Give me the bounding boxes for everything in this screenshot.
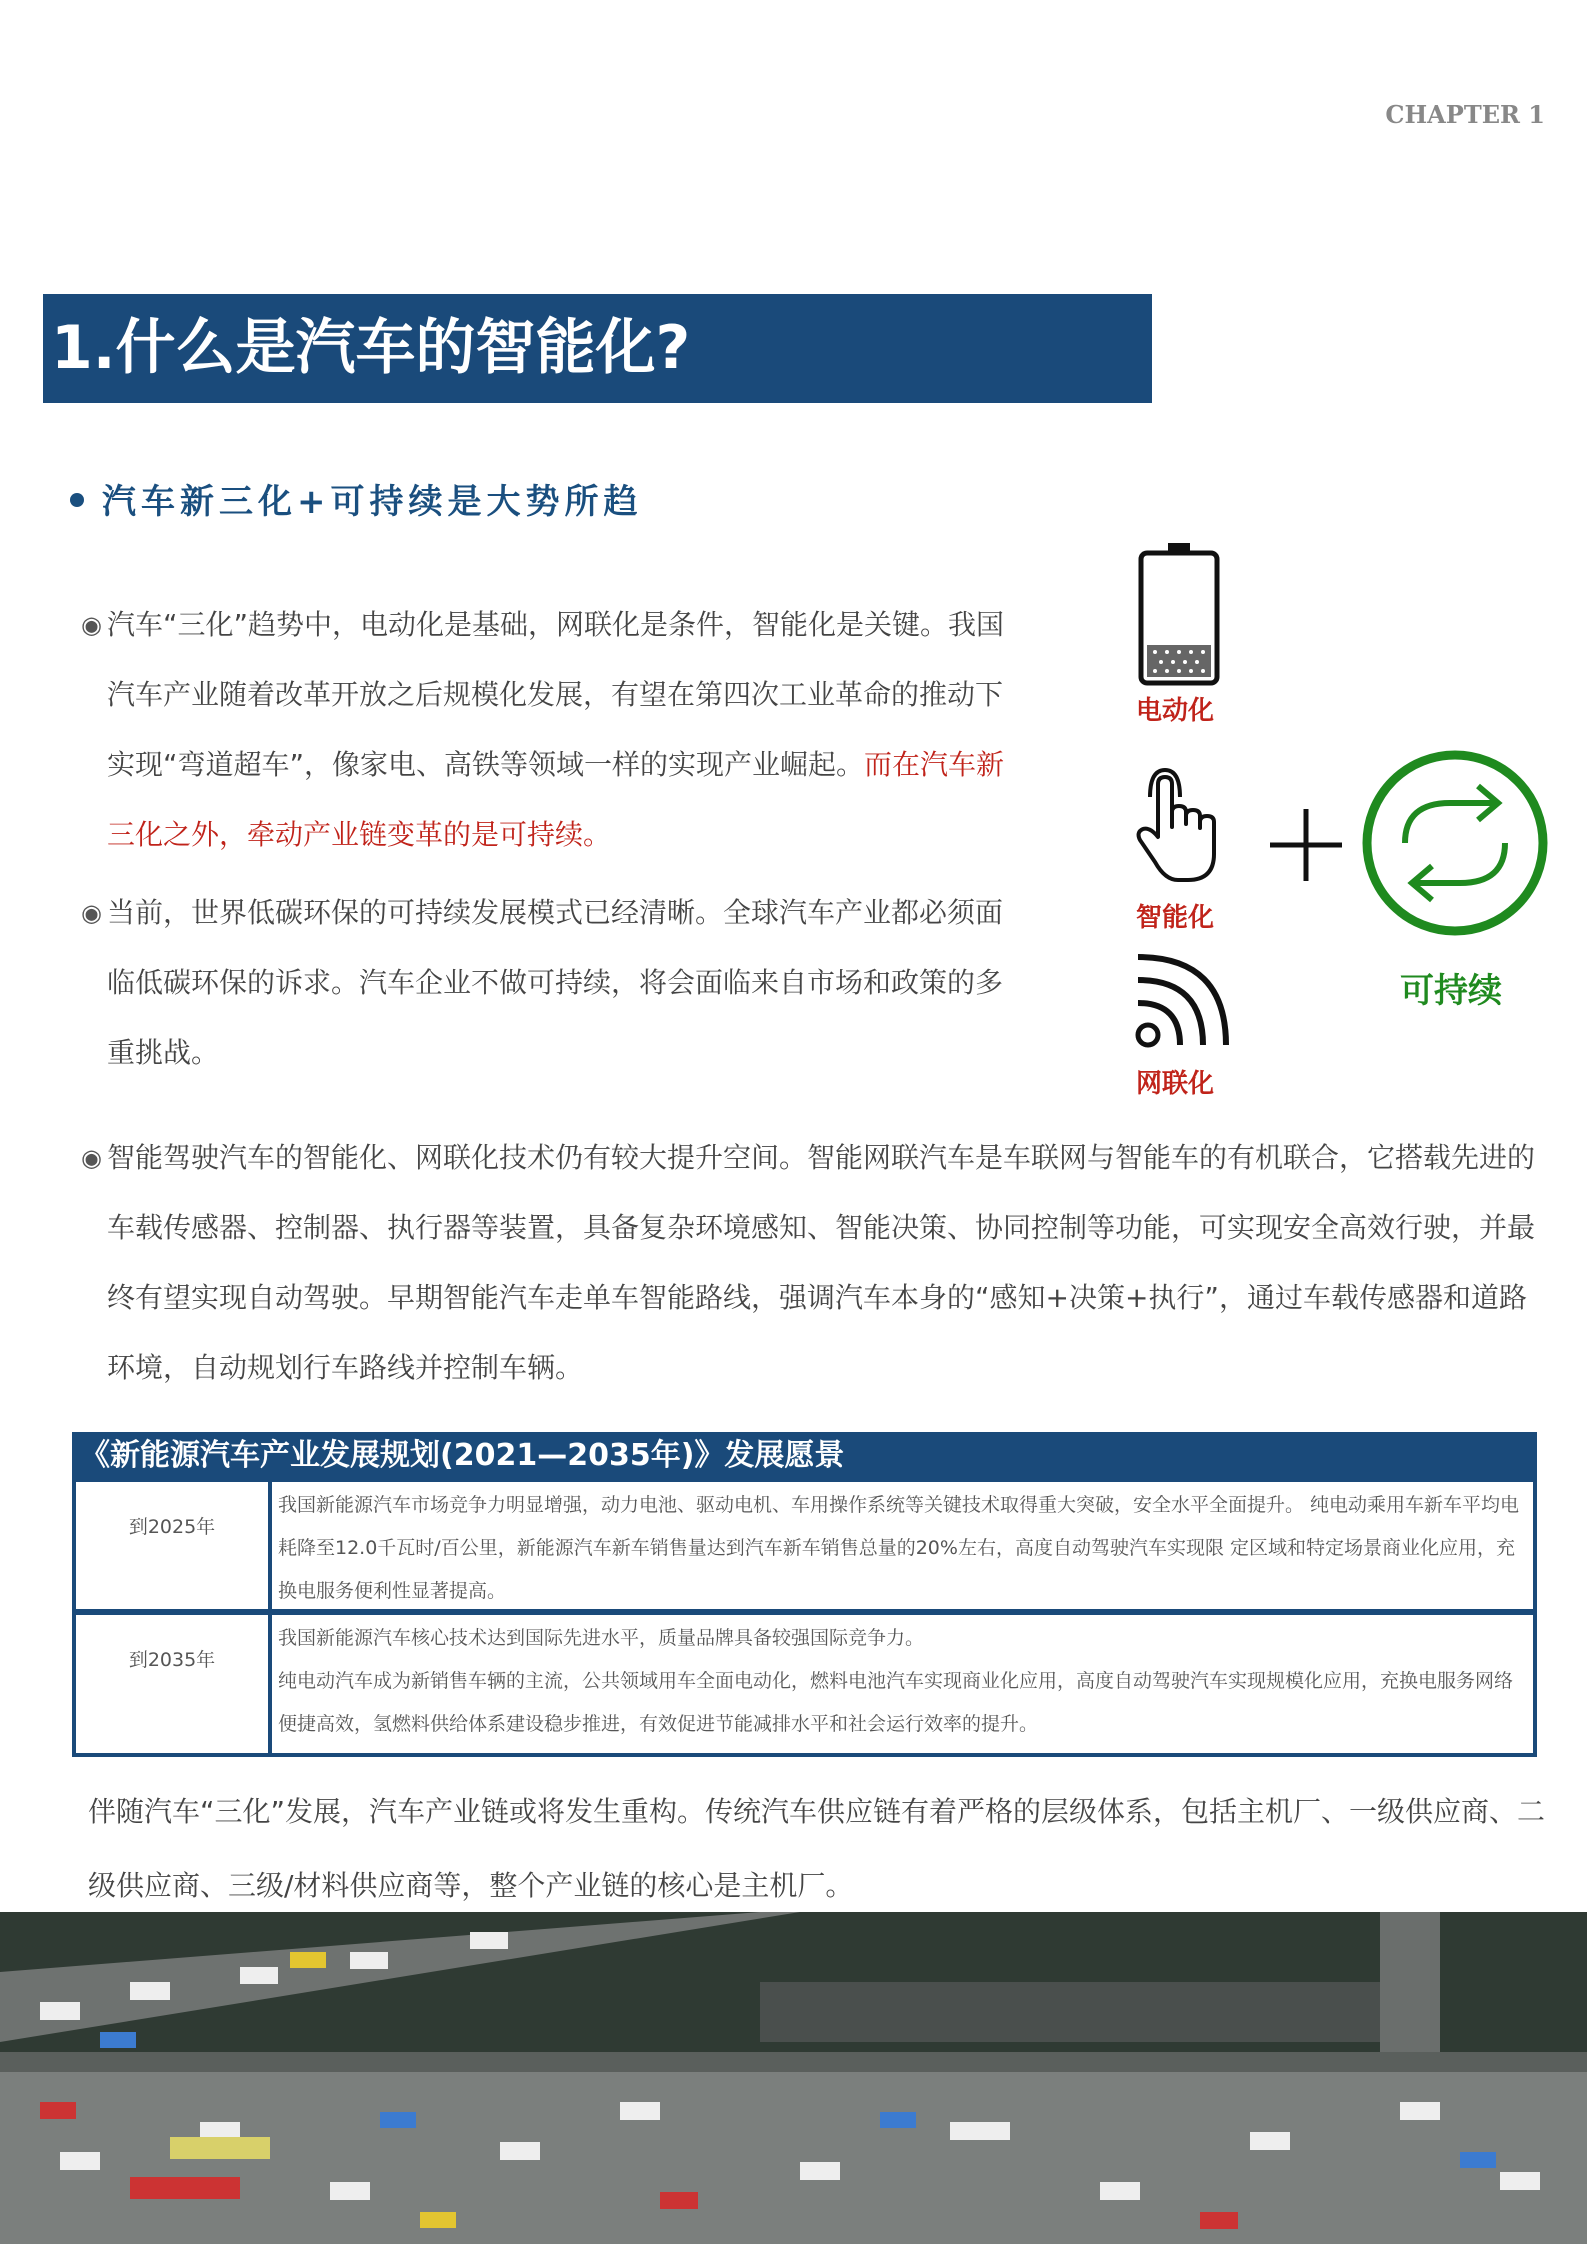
paragraph-low-carbon bbox=[81, 878, 1022, 1088]
table-title: 《新能源汽车产业发展规划(2021—2035年)》发展愿景 bbox=[76, 1432, 1533, 1480]
row-year: 到2035年 bbox=[76, 1615, 272, 1753]
paragraph-text: 当前，世界低碳环保的可持续发展模式已经清晰。全球汽车产业都必须面临低碳环保的诉求。汽车企业不做可持续，将会面临来自市场和政策的多重挑战。 bbox=[107, 896, 1004, 1069]
recycle-arrows-icon bbox=[1360, 748, 1550, 938]
highway-aerial-photo bbox=[0, 1912, 1587, 2244]
row-year: 到2025年 bbox=[76, 1482, 272, 1609]
label-connected: 网联化 bbox=[1136, 1069, 1215, 1099]
table-row bbox=[76, 1609, 1533, 1753]
bullet-icon: ◉ bbox=[81, 899, 102, 927]
bullet-dot-icon bbox=[70, 493, 84, 507]
paragraph-supply-chain: 伴随汽车“三化”发展，汽车产业链或将发生重构。传统汽车供应链有着严格的层级体系，包括主机厂、一级供应商、二级供应商、三级/材料供应商等，整个产业链的核心是主机厂。 bbox=[88, 1795, 1546, 1902]
wifi-signal-icon bbox=[1130, 948, 1230, 1053]
label-smart: 智能化 bbox=[1136, 903, 1215, 933]
paragraph-three-modernizations bbox=[81, 590, 1022, 870]
battery-icon bbox=[1135, 540, 1225, 690]
bullet-icon: ◉ bbox=[81, 611, 102, 639]
row-text: 我国新能源汽车市场竞争力明显增强，动力电池、驱动电机、车用操作系统等关键技术取得重大突破，安全水平全面提升。 纯电动乘用车新车平均电耗降至12.0千瓦时/百公里，新能源汽车新车销售量达到汽车新车销售总量的20%左右，高度自动驾驶汽车实现限 定区域和特定场景商业化应用，充换电服务便利性显著提高。 bbox=[278, 1494, 1520, 1602]
row-text-group bbox=[272, 1615, 1533, 1753]
bullet-icon: ◉ bbox=[81, 1144, 102, 1172]
highlighted-text: 而在汽车新三化之外，牵动产业链变革的是可持续。 bbox=[107, 748, 1005, 851]
paragraph-intelligent-driving bbox=[81, 1123, 1537, 1403]
table-row bbox=[76, 1480, 1533, 1609]
label-sustainable: 可持续 bbox=[1400, 971, 1502, 1011]
row-text: 纯电动汽车成为新销售车辆的主流，公共领域用车全面电动化，燃料电池汽车实现商业化应用，高度自动驾驶汽车实现规模化应用，充换电服务网络便捷高效，氢燃料供给体系建设稳步推进，有效促进节能减排水平和社会运行效率的提升。 bbox=[278, 1670, 1514, 1735]
paragraph-text: 智能驾驶汽车的智能化、网联化技术仍有较大提升空间。智能网联汽车是车联网与智能车的有机联合，它搭载先进的车载传感器、控制器、执行器等装置，具备复杂环境感知、智能决策、协同控制等功能，可实现安全高效行驶，并最终有望实现自动驾驶。早期智能汽车走单车智能路线，强调汽车本身的“感知+决策+执行”，通过车载传感器和道路环境，自动规划行车路线并控制车辆。 bbox=[107, 1141, 1536, 1384]
paragraph-text: 汽车“三化”趋势中，电动化是基础，网联化是条件，智能化是关键。我国汽车产业随着改革开放之后规模化发展，有望在第四次工业革命的推动下实现“弯道超车”，像家电、高铁等领域一样的实现产业崛起。 bbox=[107, 608, 1005, 781]
plus-icon bbox=[1266, 805, 1346, 885]
row-text: 我国新能源汽车核心技术达到国际先进水平，质量品牌具备较强国际竞争力。 bbox=[278, 1627, 925, 1649]
label-electric: 电动化 bbox=[1136, 696, 1215, 726]
highway-photo-illustration bbox=[0, 1912, 1587, 2244]
page-title: 1.什么是汽车的智能化? bbox=[43, 294, 1152, 403]
section-subheading bbox=[70, 474, 643, 523]
vision-table bbox=[72, 1432, 1537, 1757]
subheading-text: 汽车新三化+可持续是大势所趋 bbox=[102, 482, 643, 522]
touch-hand-icon bbox=[1130, 762, 1230, 887]
chapter-label: CHAPTER 1 bbox=[1385, 100, 1545, 129]
